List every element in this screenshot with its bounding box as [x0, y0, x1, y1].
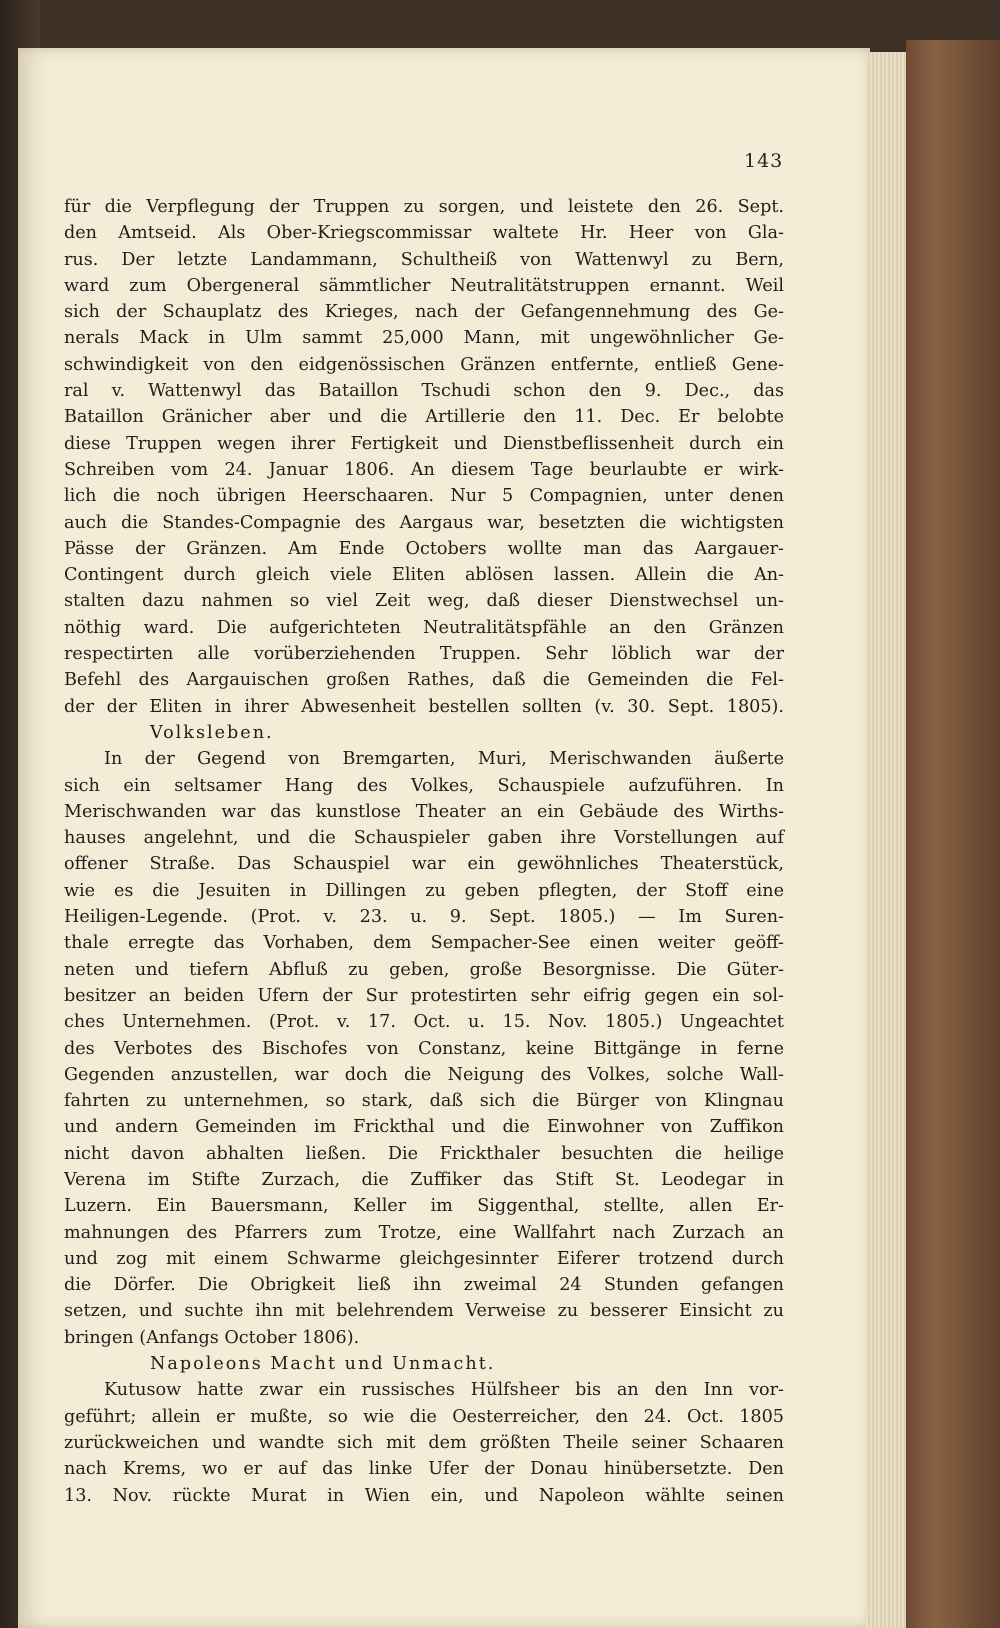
text-line: setzen, und suchte ihn mit belehrendem Verweise zu besserer Einsicht zu — [64, 1301, 784, 1322]
text-line: und zog mit einem Schwarme gleichgesinnter Eiferer trotzend durch — [64, 1248, 784, 1269]
text-line: und andern Gemeinden im Frickthal und die Einwohner von Zuffikon — [64, 1117, 784, 1138]
text-line: In der Gegend von Bremgarten, Muri, Merischwanden äußerte — [104, 749, 784, 770]
text-line: sich der Schauplatz des Krieges, nach der Gefangennehmung des Ge- — [64, 302, 784, 323]
text-line: lich die noch übrigen Heerschaaren. Nur 5 Compagnien, unter denen — [64, 486, 784, 507]
text-line: Bataillon Gränicher aber und die Artillerie den 11. Dec. Er belobte — [64, 407, 784, 428]
text-line: mahnungen des Pfarrers zum Trotze, eine Wallfahrt nach Zurzach an — [64, 1222, 784, 1243]
text-line: Merischwanden war das kunstlose Theater an ein Gebäude des Wirths- — [64, 801, 784, 822]
text-line: Schreiben vom 24. Januar 1806. An diesem Tage beurlaubte er wirk- — [64, 459, 784, 480]
text-line: geführt; allein er mußte, so wie die Oesterreicher, den 24. Oct. 1805 — [64, 1406, 784, 1427]
text-line: rus. Der letzte Landammann, Schultheiß von Wattenwyl zu Bern, — [64, 249, 784, 270]
text-line: ches Unternehmen. (Prot. v. 17. Oct. u. 15. Nov. 1805.) Ungeachtet — [64, 1012, 784, 1033]
text-line: 13. Nov. rückte Murat in Wien ein, und Napoleon wählte seinen — [64, 1485, 784, 1506]
text-line: Befehl des Aargauischen großen Rathes, daß die Gemeinden die Fel- — [64, 670, 784, 691]
text-line: diese Truppen wegen ihrer Fertigkeit und Dienstbeflissenheit durch ein — [64, 433, 784, 454]
text-line: stalten dazu nahmen so viel Zeit weg, daß dieser Dienstwechsel un- — [64, 591, 784, 612]
text-line: für die Verpflegung der Truppen zu sorgen, und leistete den 26. Sept. — [64, 197, 784, 217]
text-line: thale erregte das Vorhaben, dem Sempacher-See einen weiter geöff- — [64, 933, 784, 954]
text-line: wie es die Jesuiten in Dillingen zu geben pflegten, der Stoff eine — [64, 880, 784, 901]
section-heading-napoleon: Napoleons Macht und Unmacht. — [150, 1354, 496, 1375]
text-line: nach Krems, wo er auf das linke Ufer der Donau hinübersetzte. Den — [64, 1459, 784, 1480]
text-line: fahrten zu unternehmen, so stark, daß sich die Bürger von Klingnau — [64, 1091, 784, 1112]
text-line: auch die Standes-Compagnie des Aargaus war, besetzten die wichtigsten — [64, 512, 784, 533]
text-line: der der Eliten in ihrer Abwesenheit bestellen sollten (v. 30. Sept. 1805). — [64, 696, 784, 717]
text-line: Luzern. Ein Bauersmann, Keller im Siggenthal, stellte, allen Er- — [64, 1196, 784, 1217]
page-edges — [866, 52, 906, 1628]
text-line: besitzer an beiden Ufern der Sur protestirten sehr eifrig gegen ein sol- — [64, 985, 784, 1006]
text-line: Verena im Stifte Zurzach, die Zuffiker das Stift St. Leodegar in — [64, 1169, 784, 1190]
text-line: bringen (Anfangs October 1806). — [64, 1327, 360, 1348]
text-line: offener Straße. Das Schauspiel war ein gewöhnliches Theaterstück, — [64, 854, 784, 875]
body-text — [64, 194, 784, 1509]
text-line: neten und tiefern Abfluß zu geben, große Besorgnisse. Die Güter- — [64, 959, 784, 980]
section-heading-volksleben: Volksleben. — [150, 722, 274, 743]
text-line: ward zum Obergeneral sämmtlicher Neutralitätstruppen ernannt. Weil — [64, 275, 784, 296]
text-line: Gegenden anzustellen, war doch die Neigung des Volkes, solche Wall- — [64, 1064, 784, 1085]
text-line: zurückweichen und wandte sich mit dem größten Theile seiner Schaaren — [64, 1432, 784, 1453]
text-line: nerals Mack in Ulm sammt 25,000 Mann, mit ungewöhnlicher Ge- — [64, 328, 784, 349]
text-line: des Verbotes des Bischofes von Constanz, keine Bittgänge in ferne — [64, 1038, 784, 1059]
book-cover-edge — [906, 40, 1000, 1628]
page-number: 143 — [744, 150, 784, 172]
text-line: ral v. Wattenwyl das Bataillon Tschudi schon den 9. Dec., das — [64, 381, 784, 402]
text-line: die Dörfer. Die Obrigkeit ließ ihn zweimal 24 Stunden gefangen — [64, 1275, 784, 1296]
text-line: schwindigkeit von den eidgenössischen Gränzen entfernte, entließ Gene- — [64, 354, 784, 375]
text-line: Kutusow hatte zwar ein russisches Hülfsheer bis an den Inn vor- — [104, 1380, 784, 1401]
text-line: sich ein seltsamer Hang des Volkes, Schauspiele aufzuführen. In — [64, 775, 784, 796]
text-line: nöthig ward. Die aufgerichteten Neutralitätspfähle an den Gränzen — [64, 617, 784, 638]
text-line: den Amtseid. Als Ober-Kriegscommissar waltete Hr. Heer von Gla- — [64, 223, 784, 244]
text-line: hauses angelehnt, und die Schauspieler gaben ihre Vorstellungen auf — [64, 828, 784, 849]
text-line: Pässe der Gränzen. Am Ende Octobers wollte man das Aargauer- — [64, 538, 784, 559]
text-line: Contingent durch gleich viele Eliten ablösen lassen. Allein die An- — [64, 565, 784, 586]
text-line: nicht davon abhalten ließen. Die Frickthaler besuchten die heilige — [64, 1143, 784, 1164]
text-line: Heiligen-Legende. (Prot. v. 23. u. 9. Sept. 1805.) — Im Suren- — [64, 907, 784, 928]
text-line: respectirten alle vorüberziehenden Truppen. Sehr löblich war der — [64, 644, 784, 665]
